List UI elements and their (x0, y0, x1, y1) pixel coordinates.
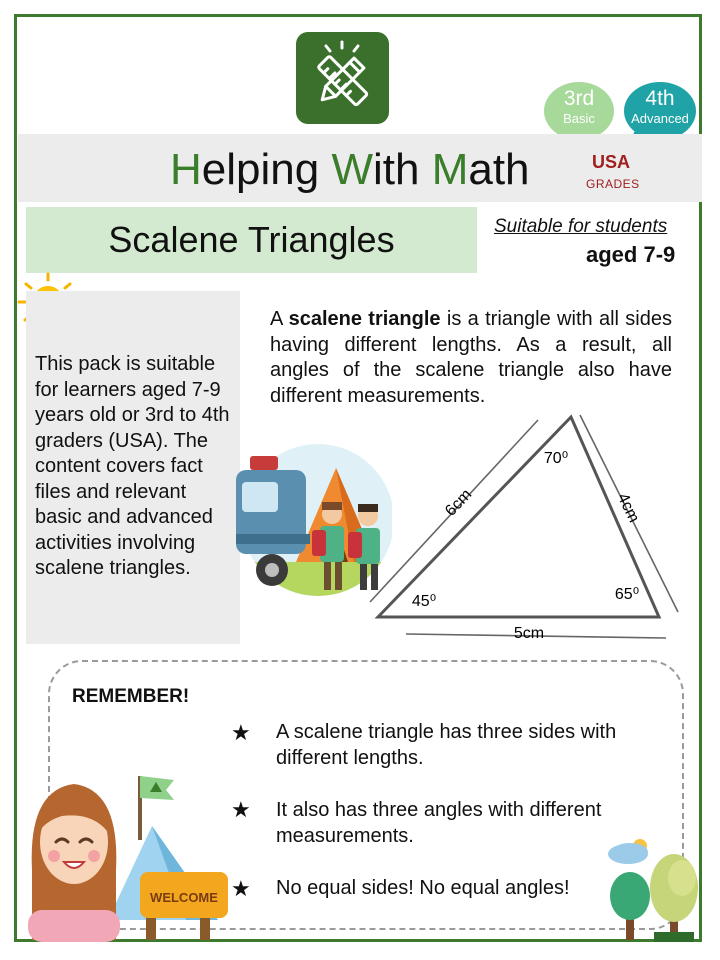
grade-advanced-number: 4th (645, 87, 675, 110)
welcome-sign-text: WELCOME (150, 890, 218, 905)
age-range: aged 7-9 (586, 242, 676, 267)
side-label-right: 4cm (613, 490, 643, 526)
topic-title: Scalene Triangles (108, 219, 395, 260)
site-title-part: H (170, 145, 202, 194)
angle-label-left: 45⁰ (411, 593, 437, 610)
site-title-part: ath (468, 145, 530, 194)
site-title-part: M (431, 145, 469, 194)
region-sublabel: GRADES (586, 177, 640, 191)
grade-basic-number: 3rd (563, 87, 595, 110)
side-label-bottom: 5cm (513, 625, 545, 642)
grade-basic-level: Basic (563, 111, 595, 126)
definition-text (270, 307, 672, 409)
remember-point-3: No equal sides! No equal angles! (276, 877, 570, 899)
remember-point-2: It also has three angles with different measurements. (276, 799, 602, 847)
region-label: USA (592, 152, 631, 172)
angle-label-right: 65⁰ (614, 586, 640, 603)
definition-lead: A (270, 308, 289, 330)
star-icon: ★ (231, 797, 251, 822)
definition-rest: is a triangle with all sides having different lengths. As a result, all angles of the scalene triangle also have different measurements. (270, 308, 672, 407)
site-title (170, 142, 530, 198)
brand-logo (296, 32, 389, 124)
side-label-left: 6cm (442, 486, 476, 520)
pencil-ruler-icon (296, 32, 389, 124)
star-icon: ★ (231, 876, 251, 901)
site-title-part: ith (372, 145, 432, 194)
girl-welcome-illustration (22, 770, 236, 942)
site-title-part: elping (201, 145, 332, 194)
scalene-triangle-diagram (366, 410, 686, 646)
suitable-label: Suitable for students (494, 216, 668, 237)
site-title-part: W (331, 145, 373, 194)
definition-term: scalene triangle (288, 308, 441, 330)
grade-advanced-level: Advanced (631, 111, 689, 126)
remember-title: REMEMBER! (72, 686, 190, 707)
remember-point-1: A scalene triangle has three sides with different lengths. (276, 721, 617, 769)
star-icon: ★ (231, 720, 251, 745)
angle-label-top: 70⁰ (543, 450, 569, 467)
trees-illustration (604, 834, 700, 942)
info-text: This pack is suitable for learners aged 7-9 years old or 3rd to 4th graders (USA). The content covers fact files and relevant basic and advanced activities involving scalene triangles. (35, 353, 230, 579)
